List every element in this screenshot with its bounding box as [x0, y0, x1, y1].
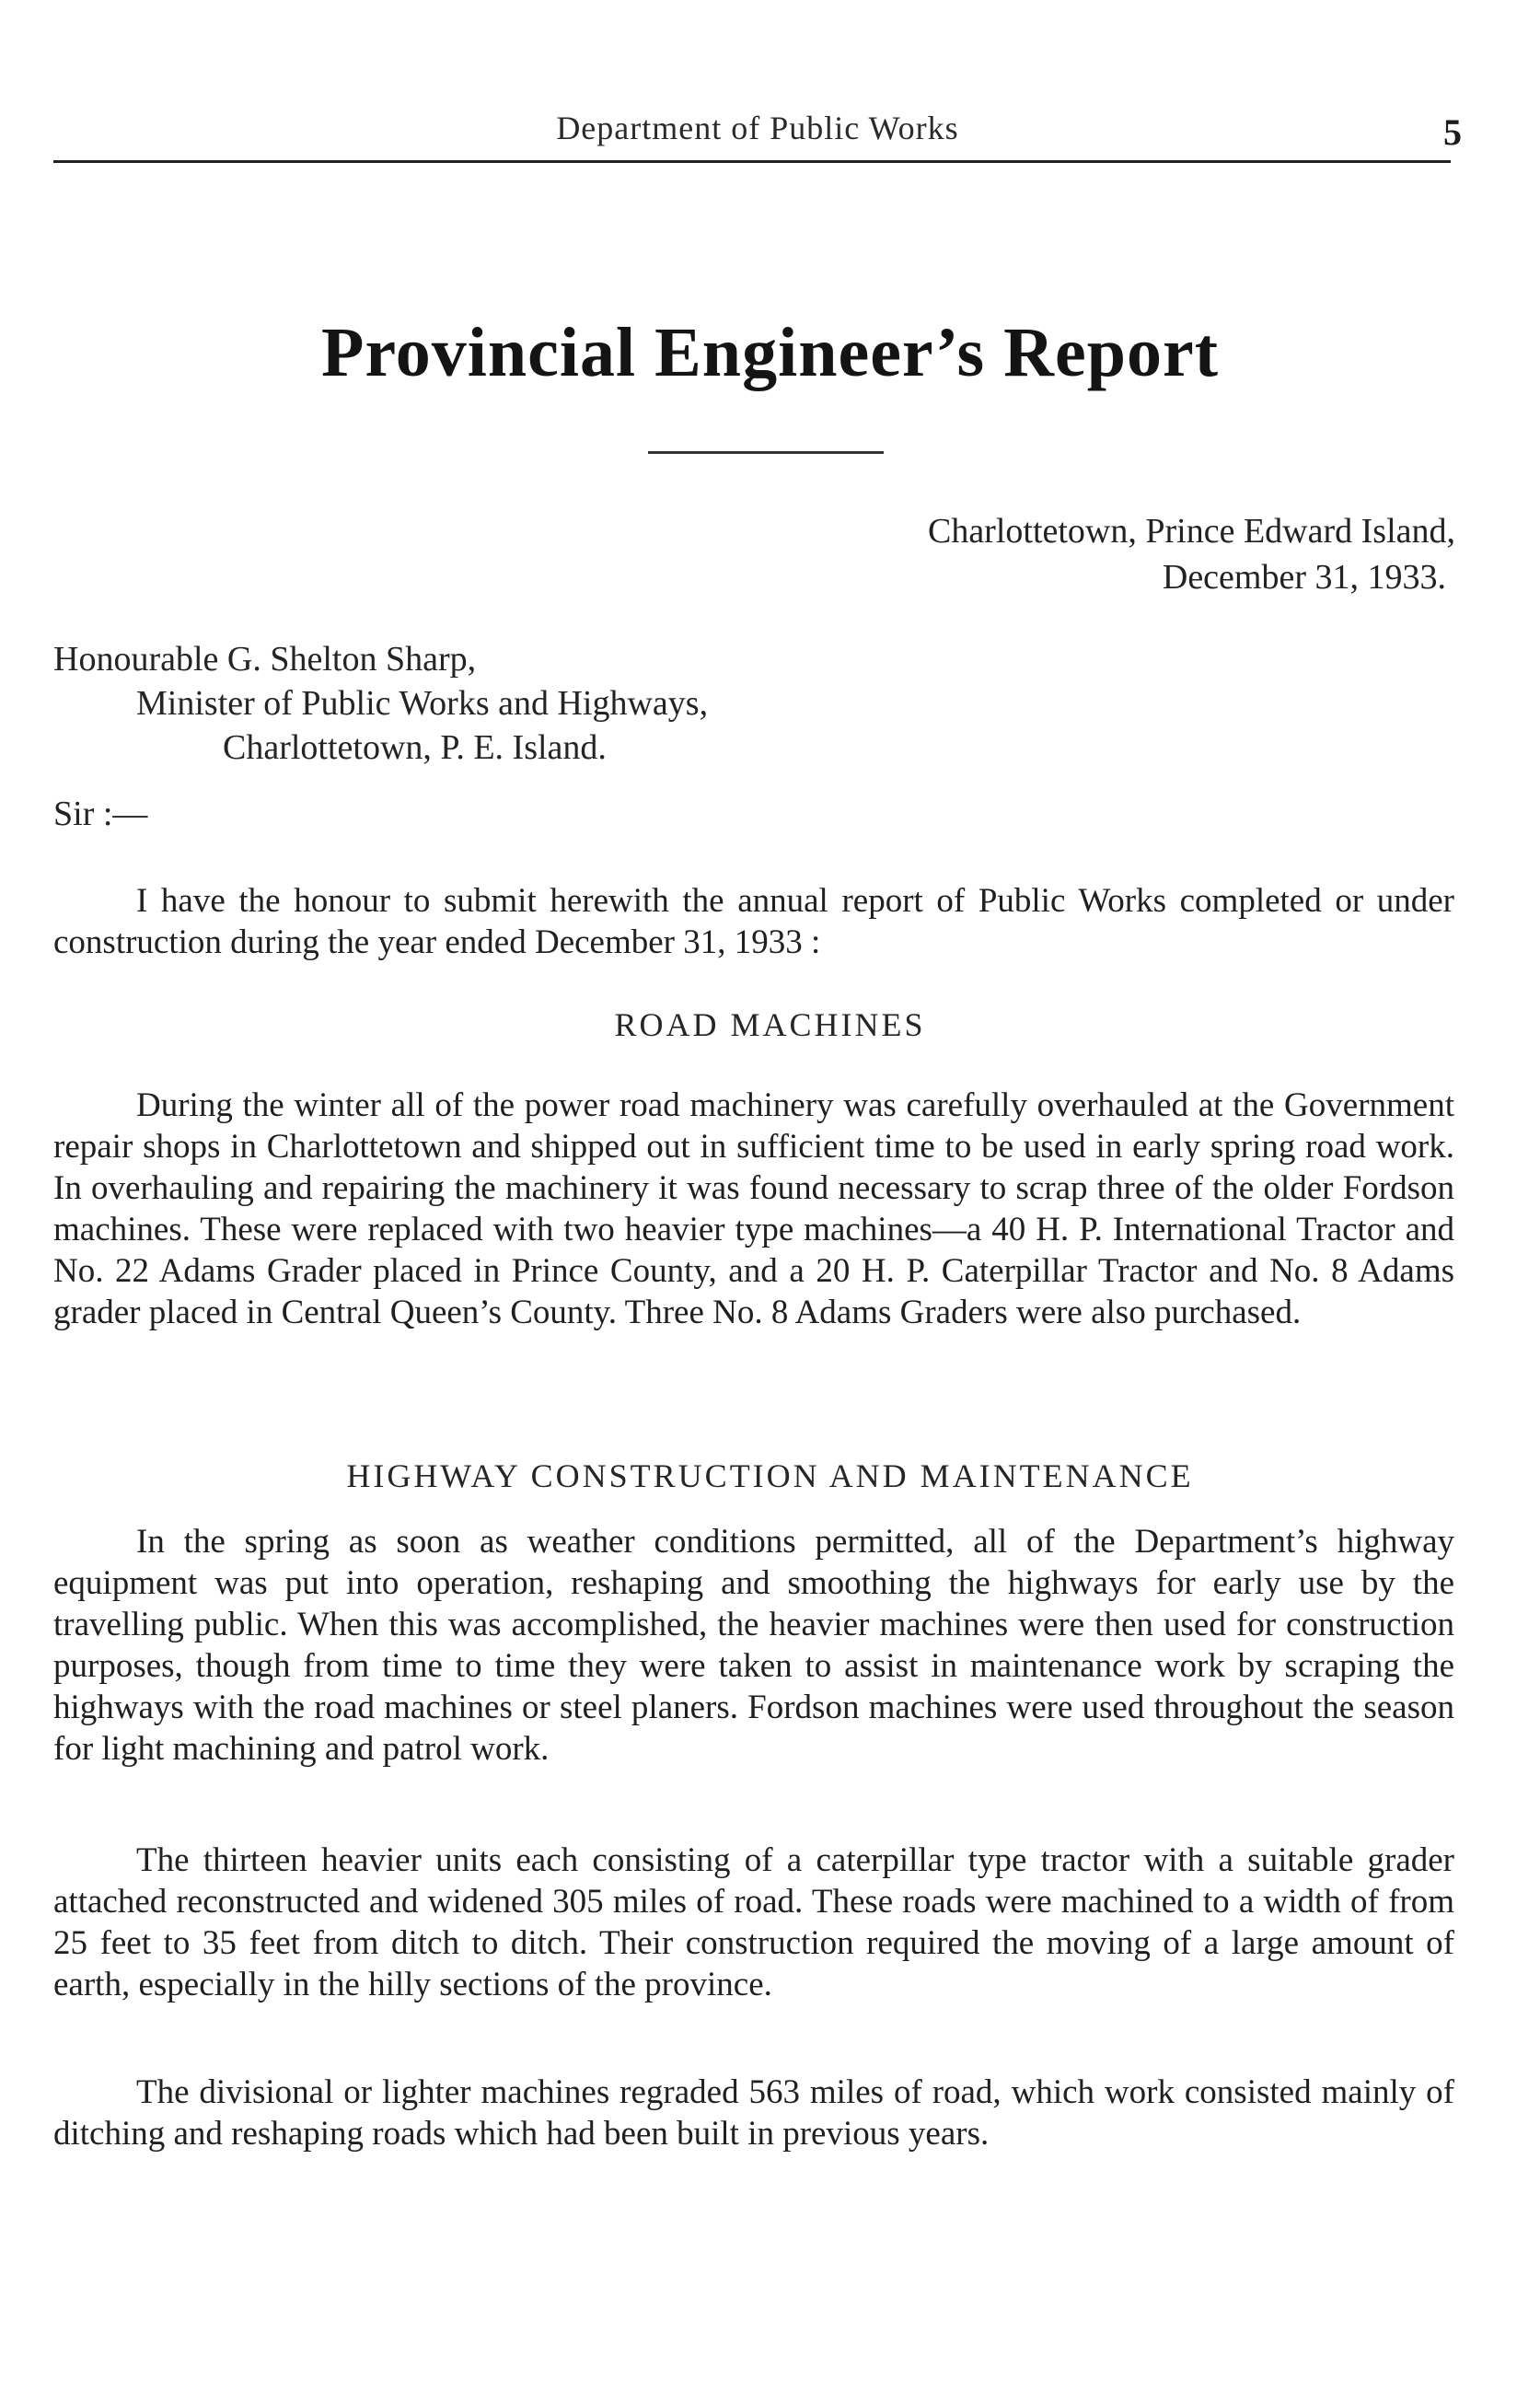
paragraph-highway-spring-work: In the spring as soon as weather conditions permitted, all of the Department’s highway equipment was put into operation, reshaping and smoothing the highways for early use by the travelling public. When this was accomplished, the heavier machines were then used for construction purposes, though from time to time they were taken to assist in maintenance work by scraping the highways with the road machines or steel planers. Fordson machines were used throughout the season for light machining and patrol work.: [53, 1523, 1454, 1768]
addressee-block: [53, 637, 708, 770]
paragraph-road-machines: During the winter all of the power road machinery was carefully overhauled at the Government repair shops in Charlottetown and shipped out in sufficient time to be used in early spring road work. In overhauling and repairing the machinery it was found necessary to scrap three of the older Fordson machines. These were replaced with two heavier type machines—a 40 H. P. International Tractor and No. 22 Adams Grader placed in Prince County, and a 20 H. P. Caterpillar Tractor and No. 8 Adams grader placed in Central Queen’s County. Three No. 8 Adams Graders were also purchased.: [53, 1086, 1454, 1331]
intro-paragraph: I have the honour to submit herewith the annual report of Public Works completed or under construction during the year ended December 31, 1933 :: [53, 882, 1454, 961]
addressee-name: Honourable G. Shelton Sharp,: [53, 640, 477, 679]
addressee-title: Minister of Public Works and Highways,: [136, 684, 709, 723]
page-number: 5: [1443, 111, 1462, 153]
dateline-place: Charlottetown, Prince Edward Island,: [927, 512, 1455, 551]
paragraph-heavier-units: The thirteen heavier units each consisting of a caterpillar type tractor with a suitable grader attached reconstructed and widened 305 miles of road. These roads were machined to a width of from 25 feet to 35 feet from ditch to ditch. Their construction required the moving of a large amount of earth, especially in the hilly sections of the province.: [53, 1841, 1454, 2003]
section-heading-road-machines: ROAD MACHINES: [614, 1006, 926, 1043]
dateline: [928, 508, 1455, 600]
paragraph-divisional-machines: The divisional or lighter machines regraded 563 miles of road, which work consisted mainly of ditching and reshaping roads which had been built in previous years.: [53, 2073, 1454, 2153]
addressee-location: Charlottetown, P. E. Island.: [223, 728, 607, 767]
salutation: Sir :—: [53, 795, 148, 833]
running-title: Department of Public Works: [556, 110, 959, 146]
report-title: Provincial Engineer’s Report: [320, 314, 1220, 391]
dateline-date: December 31, 1933.: [1162, 558, 1446, 597]
header-rule: [53, 160, 1451, 163]
running-header: [53, 109, 1462, 162]
title-divider: [648, 451, 884, 454]
section-heading-highway-construction: HIGHWAY CONSTRUCTION AND MAINTENANCE: [346, 1457, 1194, 1494]
